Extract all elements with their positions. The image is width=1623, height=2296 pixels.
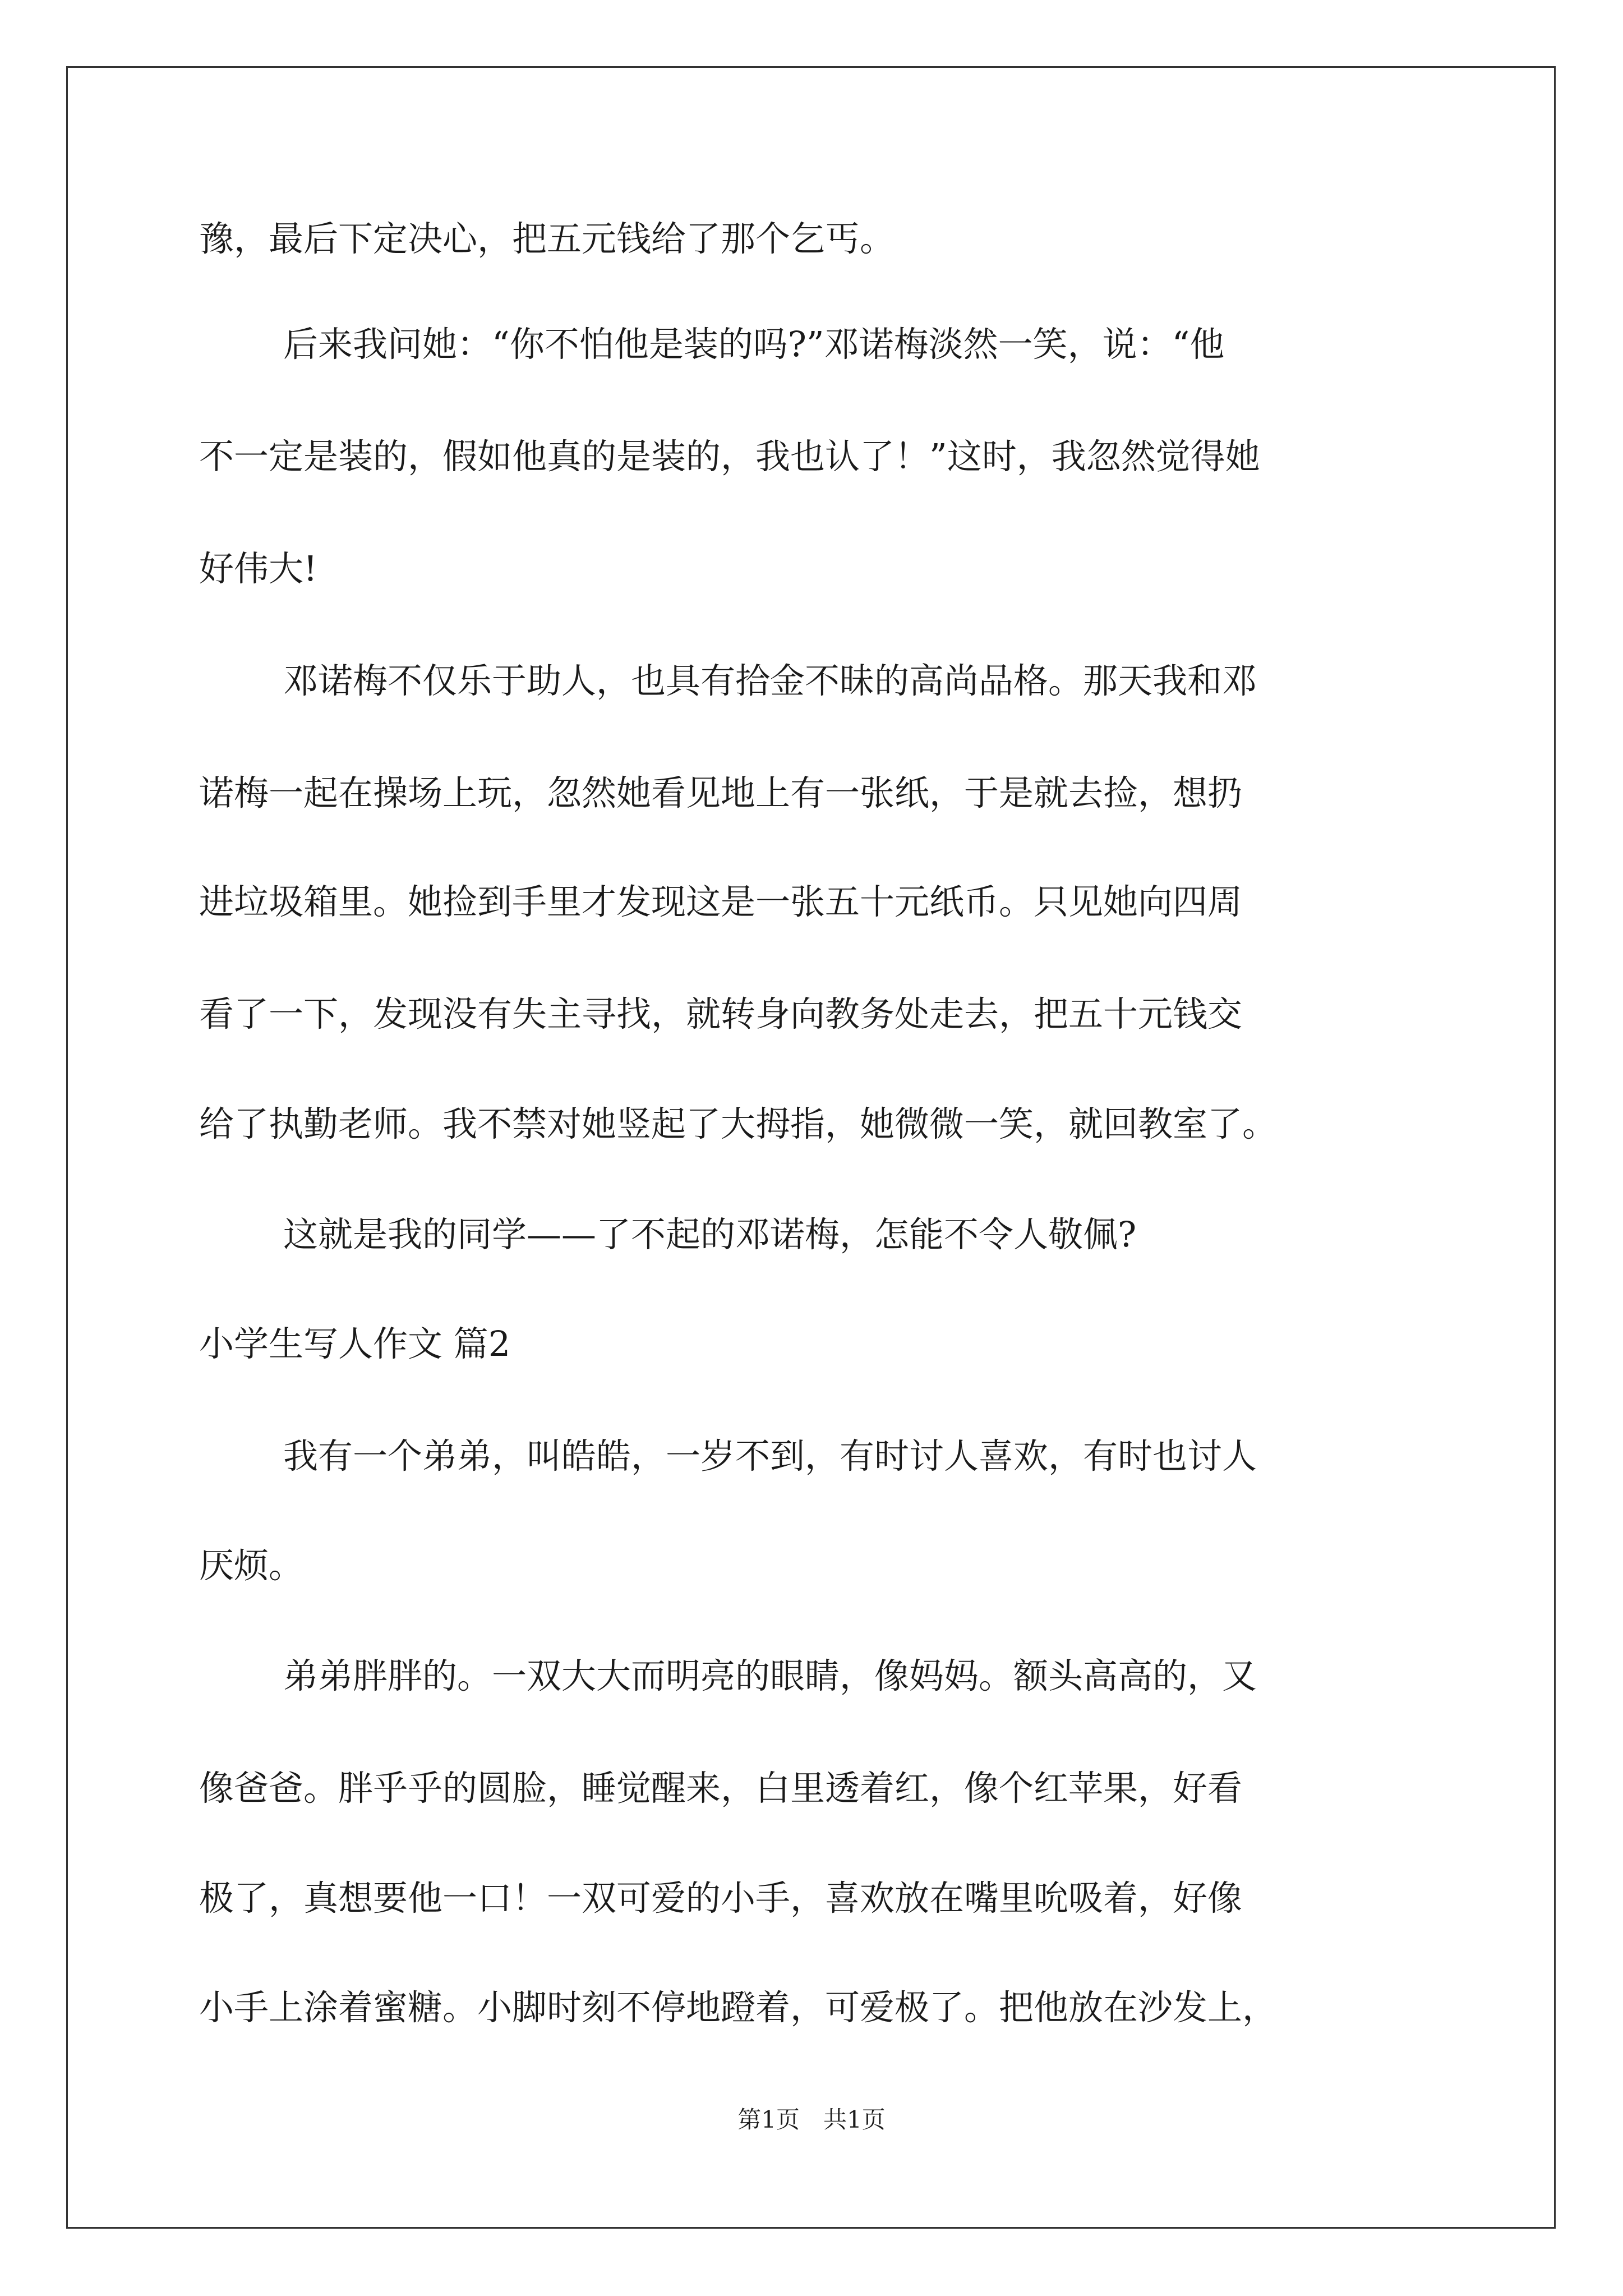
paragraph-line: 像爸爸。胖乎乎的圆脸，睡觉醒来，白里透着红，像个红苹果，好看: [199, 1768, 1243, 1809]
page-footer: 第1页 共1页: [737, 2106, 886, 2133]
paragraph-line: 好伟大!: [199, 548, 317, 589]
paragraph-line: 后来我问她：“你不怕他是装的吗?”邓诺梅淡然一笑，说：“他: [283, 324, 1225, 365]
paragraph-line: 极了，真想要他一口！一双可爱的小手，喜欢放在嘴里吮吸着，好像: [199, 1878, 1243, 1918]
section-heading: 小学生写人作文 篇2: [199, 1323, 511, 1364]
paragraph-line: 弟弟胖胖的。一双大大而明亮的眼睛，像妈妈。额头高高的，又: [283, 1655, 1257, 1696]
paragraph-line: 给了执勤老师。我不禁对她竖起了大拇指，她微微一笑，就回教室了。: [199, 1103, 1278, 1144]
paragraph-line: 我有一个弟弟，叫皓皓，一岁不到，有时讨人喜欢，有时也讨人: [283, 1435, 1257, 1476]
paragraph-line: 这就是我的同学——了不起的邓诺梅，怎能不令人敬佩?: [283, 1214, 1137, 1255]
paragraph-line: 厌烦。: [199, 1545, 304, 1586]
paragraph-line: 看了一下，发现没有失主寻找，就转身向教务处走去，把五十元钱交: [199, 993, 1243, 1034]
paragraph-line: 诺梅一起在操场上玩，忽然她看见地上有一张纸，于是就去捡，想扔: [199, 772, 1243, 813]
paragraph-line: 小手上涂着蜜糖。小脚时刻不停地蹬着，可爱极了。把他放在沙发上，: [199, 1987, 1278, 2028]
paragraph-line: 不一定是装的，假如他真的是装的，我也认了！”这时，我忽然觉得她: [199, 436, 1260, 477]
paragraph-line: 邓诺梅不仅乐于助人，也具有拾金不昧的高尚品格。那天我和邓: [283, 660, 1257, 701]
paragraph-line: 进垃圾箱里。她捡到手里才发现这是一张五十元纸币。只见她向四周: [199, 881, 1243, 922]
paragraph-line: 豫，最后下定决心，把五元钱给了那个乞丐。: [199, 218, 895, 259]
